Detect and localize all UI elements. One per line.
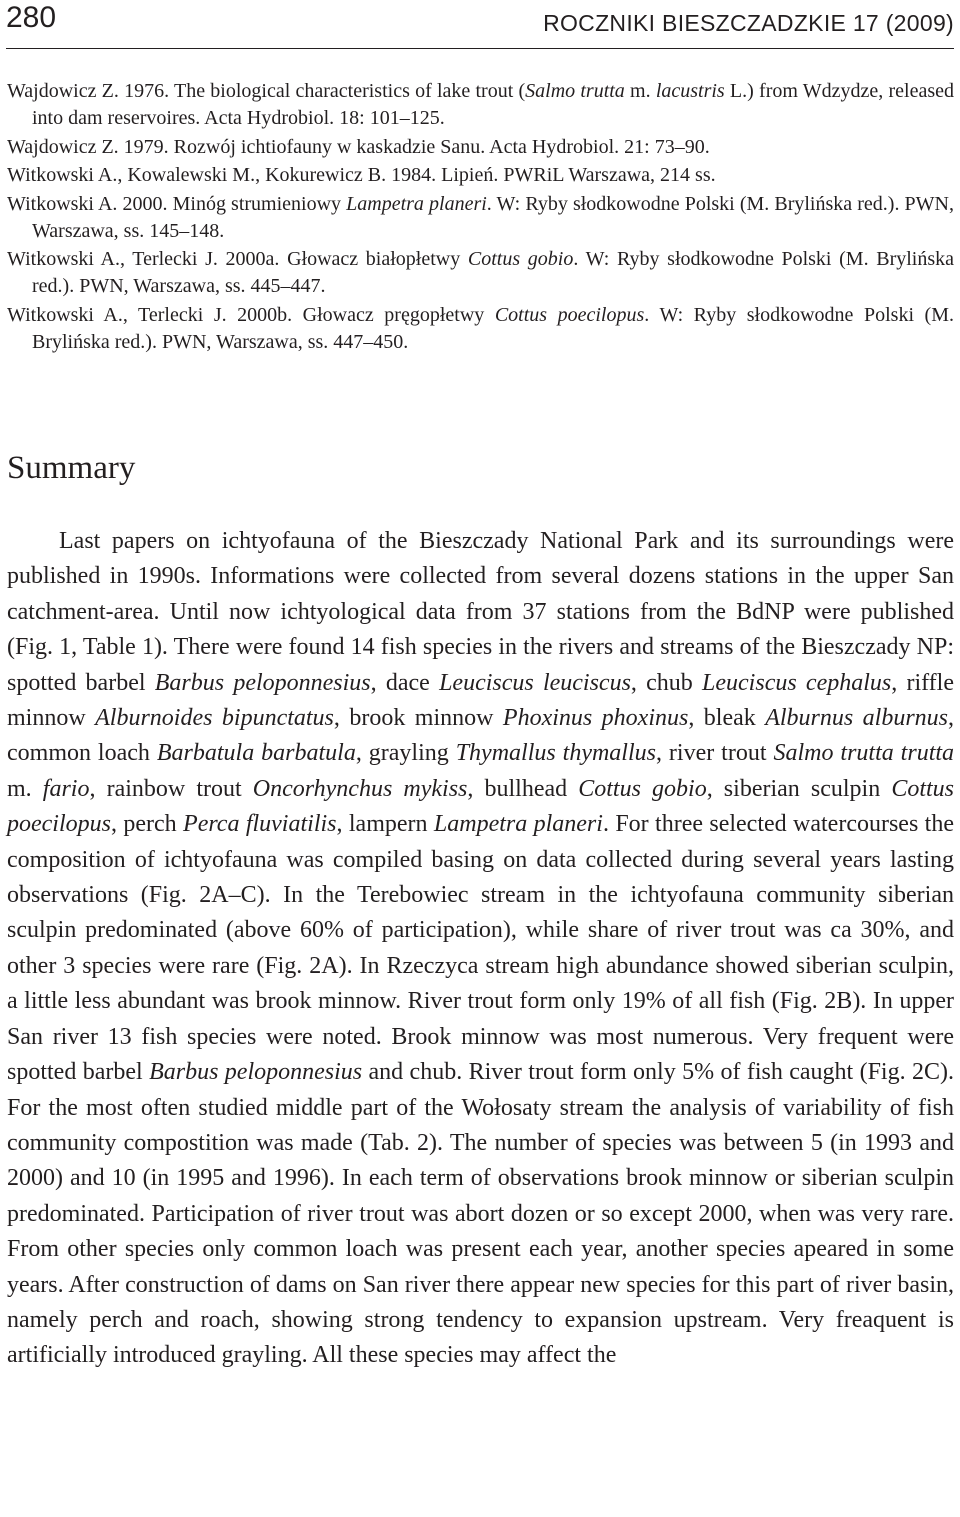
text-run: , lampern xyxy=(336,811,434,838)
text-run: m. xyxy=(7,775,43,802)
species-name: Cottus poecilopus xyxy=(494,303,645,326)
text-run: , bullhead xyxy=(467,775,579,802)
text-run: Witkowski A. 2000. Minóg strumieniowy xyxy=(7,192,347,215)
text-run: and chub. River trout form only 5% of fish caught (Fig. 2C). For the most often studied middle part of the Wołosaty stream the analysis of variability of fish community compostition was made (Tab. 2). The number of species was between 5 (in 1993 and 2000) and 10 (in 1995 and 1996). In each term of observations brook minnow or siberian sculpin predominated. Participation of river trout was abort dozen or so except 2000, when was very rare. From other species only common loach was present each year, another species apeared in some years. After construction of dams on San river there appear new species for this part of river basin, namely perch and roach, showing strong tendency to expansion upstream. Very freaquent is artificially introduced grayling. All these species may affect the xyxy=(7,1059,954,1369)
summary-paragraph xyxy=(7,524,954,1374)
text-run: . W: Ryby słodkowodne Polski (M. Brylińska red.). PWN, Warszawa, ss. 447–450. xyxy=(32,303,954,353)
text-run: L.) from Wdzydze, released into dam reservoires. Acta Hydrobiol. 18: 101–125. xyxy=(32,80,954,129)
species-name: Leuciscus leuciscus xyxy=(439,669,631,696)
species-name: Perca fluviatilis xyxy=(183,811,337,838)
text-run: m. xyxy=(624,80,656,102)
species-name: Alburnus alburnus xyxy=(765,705,949,732)
species-name: Thymallus thymallus xyxy=(455,740,656,767)
page-header xyxy=(6,0,954,60)
text-run: . For three selected watercourses the composition of ichtyofauna was compiled basing on data collected during several years lasting observations (Fig. 2A–C). In the Terebowiec stream in the ichtyofauna community siberian sculpin predominated (above 60% of participation), while share of river trout was ca 30%, and other 3 species were rare (Fig. 2A). In Rzeczyca stream high abundance showed siberian sculpin, a little less abundant was brook minnow. River trout form only 19% of all fish (Fig. 2B). In upper San river 13 fish species were noted. Brook minnow was most numerous. Very frequent were spotted barbel xyxy=(7,811,954,1086)
species-name: Alburnoides bipunctatus xyxy=(95,705,334,732)
species-name: Phoxinus phoxinus xyxy=(502,705,689,732)
species-name: Lampetra planeri xyxy=(346,192,487,215)
reference-item xyxy=(7,246,954,300)
species-name: lacustris xyxy=(655,80,725,102)
text-run: , river trout xyxy=(655,740,774,767)
text-run: Witkowski A., Terlecki J. 2000b. Głowacz pręgopłetwy xyxy=(7,303,495,326)
text-run: , rainbow trout xyxy=(89,775,253,802)
journal-title: ROCZNIKI BIESZCZADZKIE 17 (2009) xyxy=(543,10,954,36)
header-rule xyxy=(6,48,954,49)
page-number: 280 xyxy=(6,1,57,34)
species-name: Oncorhynchus mykiss xyxy=(252,775,468,802)
text-run: , riffle minnow xyxy=(7,669,954,732)
species-name: Barbatula barbatula xyxy=(156,740,356,767)
text-run: , brook minnow xyxy=(333,705,503,732)
text-run: , siberian sculpin xyxy=(706,775,892,802)
text-run: Wajdowicz Z. 1976. The biological characteristics of lake trout ( xyxy=(7,80,526,102)
reference-item xyxy=(7,302,954,356)
species-name: Salmo trutta xyxy=(525,80,625,102)
text-run: , chub xyxy=(630,669,703,696)
text-run: , dace xyxy=(370,669,440,696)
species-name: Salmo trutta trutta xyxy=(773,740,955,767)
species-name: fario xyxy=(42,775,90,802)
species-name: Cottus gobio xyxy=(578,775,707,802)
text-run: . W: Ryby słodkowodne Polski (M. Brylińska red.). PWN, Warszawa, ss. 145–148. xyxy=(32,192,954,242)
reference-item xyxy=(7,78,954,132)
text-run: Witkowski A., Terlecki J. 2000a. Głowacz białopłetwy xyxy=(7,248,468,270)
species-name: Leuciscus cephalus xyxy=(702,669,892,696)
text-run: , bleak xyxy=(688,705,766,732)
species-name: Cottus poecilopus xyxy=(7,775,954,838)
text-run: Wajdowicz Z. 1979. Rozwój ichtiofauny w kaskadzie Sanu. Acta Hydrobiol. 21: 73–90. xyxy=(7,135,710,158)
species-name: Barbus peloponnesius xyxy=(149,1059,363,1086)
text-run: . W: Ryby słodkowodne Polski (M. Brylińska red.). PWN, Warszawa, ss. 445–447. xyxy=(32,248,955,297)
reference-item xyxy=(7,191,954,245)
text-run: , perch xyxy=(110,811,184,838)
text-run: , grayling xyxy=(355,740,456,767)
reference-list xyxy=(7,78,954,357)
species-name: Lampetra planeri xyxy=(433,811,603,838)
species-name: Cottus gobio xyxy=(467,248,574,270)
reference-item xyxy=(7,134,954,161)
reference-item xyxy=(7,162,954,189)
species-name: Barbus peloponnesius xyxy=(154,669,371,696)
text-run: Last papers on ichtyofauna of the Bieszczady National Park and its surroundings were published in 1990s. Informations were collected from several dozens stations in the upper San catchment-area. Until now ichtyological data from 37 stations from the BdNP were published (Fig. 1, Table 1). There were found 14 fish species in the rivers and streams of the Bieszczady NP: spotted barbel xyxy=(7,528,954,696)
text-run: Witkowski A., Kowalewski M., Kokurewicz B. 1984. Lipień. PWRiL Warszawa, 214 ss. xyxy=(7,164,716,186)
summary-heading: Summary xyxy=(7,450,136,486)
text-run: , common loach xyxy=(7,705,955,767)
